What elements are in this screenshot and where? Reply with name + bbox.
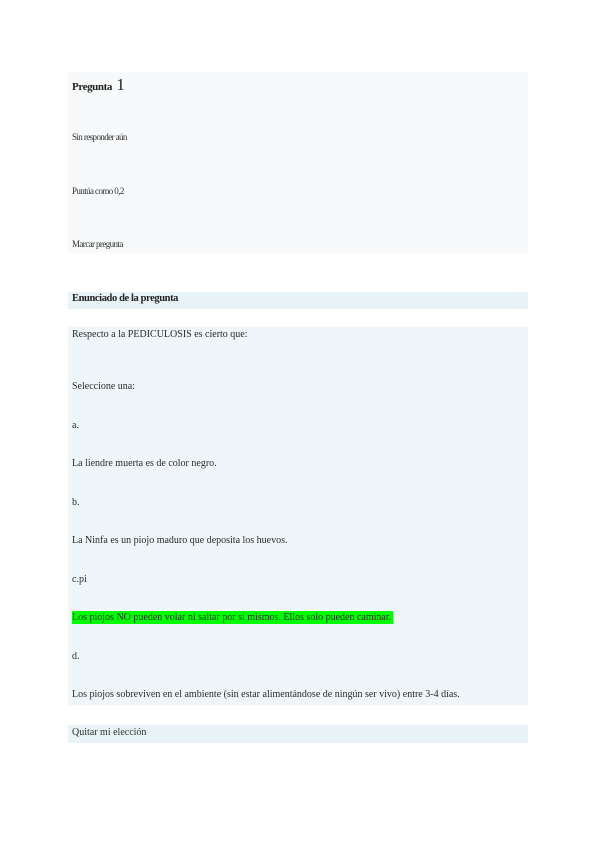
flag-question-link[interactable]: Marcar pregunta <box>72 239 123 249</box>
option-a-letter[interactable]: a. <box>72 420 79 431</box>
question-title <box>72 75 124 95</box>
statement-header: Enunciado de la pregunta <box>72 293 179 304</box>
option-b-text[interactable]: La Ninfa es un piojo maduro que deposita los huevos. <box>72 535 288 546</box>
remove-choice-bar <box>68 725 528 743</box>
question-number: 1 <box>116 75 125 94</box>
option-b-letter[interactable]: b. <box>72 497 80 508</box>
question-info-panel <box>68 72 528 253</box>
remove-choice-link[interactable]: Quitar mi elección <box>72 727 147 738</box>
question-text: Respecto a la PEDICULOSIS es cierto que: <box>72 329 248 340</box>
option-c-row[interactable] <box>72 612 393 623</box>
question-points: Puntúa como 0,2 <box>72 186 124 196</box>
statement-header-bar <box>68 292 528 309</box>
option-a-text[interactable]: La liendre muerta es de color negro. <box>72 458 217 469</box>
select-prompt: Seleccione una: <box>72 381 136 392</box>
option-c-letter[interactable]: c.pi <box>72 574 87 585</box>
option-d-letter[interactable]: d. <box>72 651 80 662</box>
option-d-text[interactable]: Los piojos sobreviven en el ambiente (sin estar alimentándose de ningún ser vivo) entre 3-4 días. <box>72 689 460 700</box>
question-content <box>68 327 528 705</box>
question-label: Pregunta <box>72 81 112 93</box>
question-status: Sin responder aún <box>72 132 127 142</box>
option-c-text[interactable]: Los piojos NO pueden volar ni saltar por sí mismos. Ellos solo pueden caminar. <box>72 612 392 623</box>
